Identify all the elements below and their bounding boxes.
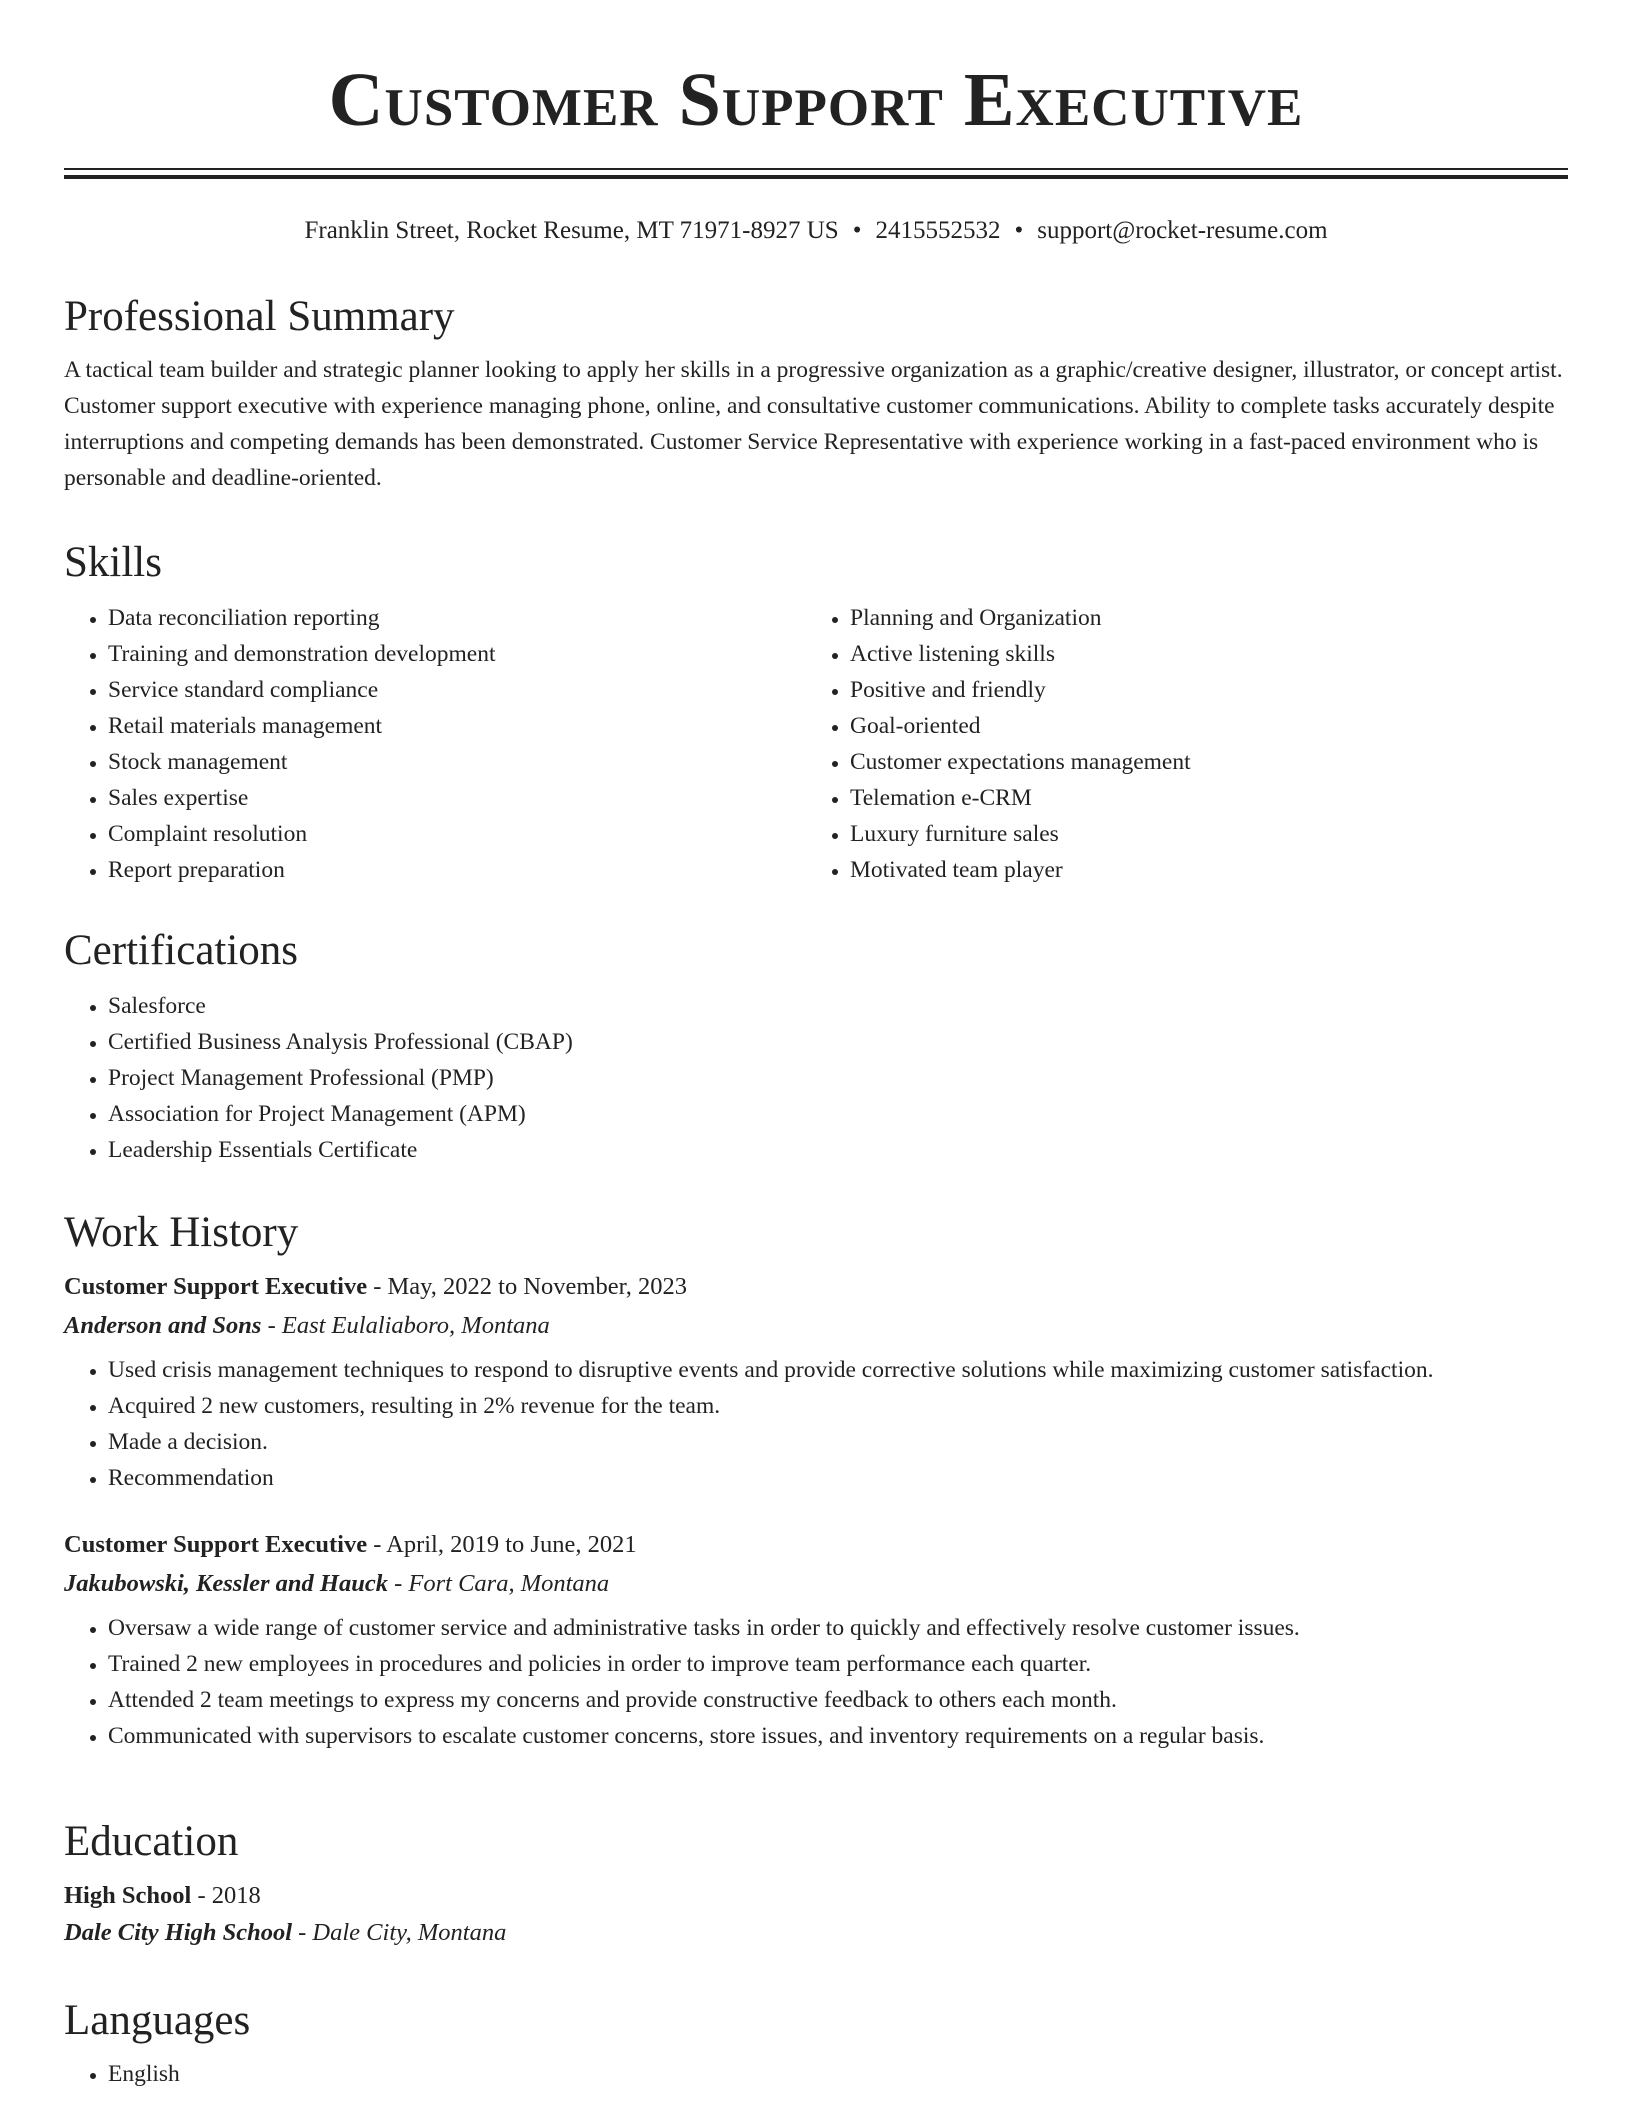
list-item: • Customer expectations management (850, 744, 1548, 780)
list-item: • Planning and Organization (850, 600, 1548, 636)
contact-separator: • (852, 217, 862, 244)
list-item: • Association for Project Management (APM) (108, 1096, 1568, 1132)
list-item: • Retail materials management (108, 708, 806, 744)
certifications-list (64, 988, 1568, 1168)
education-year: - 2018 (197, 1882, 261, 1909)
job-title: Customer Support Executive (64, 1273, 368, 1300)
resume-title: Customer Support Executive (328, 58, 1304, 142)
job-entry (64, 1268, 1568, 1496)
list-item: • Telemation e-CRM (850, 780, 1548, 816)
education-section (64, 1817, 1568, 1951)
job-company-line (64, 1306, 1568, 1346)
list-item: • Motivated team player (850, 852, 1548, 888)
list-item: • Made a decision. (108, 1424, 1568, 1460)
contact-email: support@rocket-resume.com (1037, 217, 1328, 244)
skills-list-right (806, 600, 1548, 888)
languages-heading: Languages (64, 1997, 251, 2044)
languages-list (64, 2056, 1568, 2092)
contact-address: Franklin Street, Rocket Resume, MT 71971-8927 US (304, 217, 839, 244)
list-item: • Recommendation (108, 1460, 1568, 1496)
contact-line (64, 215, 1568, 247)
job-company: Jakubowski, Kessler and Hauck (64, 1570, 388, 1597)
job-company-line (64, 1564, 1568, 1604)
education-degree: High School (64, 1882, 192, 1909)
list-item: • Service standard compliance (108, 672, 806, 708)
job-location: - Fort Cara, Montana (394, 1570, 610, 1597)
contact-separator: • (1014, 217, 1024, 244)
languages-section (64, 1996, 1568, 2092)
list-item: • Training and demonstration development (108, 636, 806, 672)
certifications-heading: Certifications (64, 927, 299, 974)
list-item: • Acquired 2 new customers, resulting in 2% revenue for the team. (108, 1388, 1568, 1424)
job-title: Customer Support Executive (64, 1531, 368, 1558)
list-item: • Communicated with supervisors to escalate customer concerns, store issues, and inventory requirements on a regular basis. (108, 1718, 1568, 1754)
summary-heading: Professional Summary (64, 293, 455, 340)
skills-section (64, 538, 1568, 888)
title-rule-thin (64, 168, 1568, 170)
summary-text: A tactical team builder and strategic planner looking to apply her skills in a progressive organization as a graphic/creative designer, illustrator, or concept artist. Customer support executive with experience managing phone, online, and consultative customer communications. Ability to complete tasks accurately despite interruptions and competing demands has been demonstrated. Customer Service Representative with experience working in a fast-paced environment who is personable and deadline-oriented. (64, 357, 1563, 491)
list-item: • Sales expertise (108, 780, 806, 816)
job-bullets (64, 1352, 1568, 1496)
education-location: - Dale City, Montana (298, 1919, 507, 1946)
job-location: - East Eulaliaboro, Montana (267, 1312, 550, 1339)
certifications-section (64, 926, 1568, 1168)
job-dates: - May, 2022 to November, 2023 (373, 1273, 688, 1300)
education-school: Dale City High School (64, 1919, 293, 1946)
education-heading: Education (64, 1818, 239, 1865)
contact-phone: 2415552532 (875, 217, 1001, 244)
work-history-section (64, 1208, 1568, 1754)
education-degree-line (64, 1877, 1568, 1915)
summary-section (64, 292, 1568, 496)
list-item: • Complaint resolution (108, 816, 806, 852)
list-item: • Active listening skills (850, 636, 1548, 672)
list-item: • Oversaw a wide range of customer service and administrative tasks in order to quickly and effectively resolve customer issues. (108, 1610, 1568, 1646)
list-item: • Luxury furniture sales (850, 816, 1548, 852)
job-bullets (64, 1610, 1568, 1754)
job-company: Anderson and Sons (64, 1312, 262, 1339)
list-item: • Data reconciliation reporting (108, 600, 806, 636)
list-item: • Certified Business Analysis Professional (CBAP) (108, 1024, 1568, 1060)
list-item: • Used crisis management techniques to respond to disruptive events and provide corrective solutions while maximizing customer satisfaction. (108, 1352, 1568, 1388)
skills-columns (64, 600, 1568, 888)
list-item: • Attended 2 team meetings to express my concerns and provide constructive feedback to others each month. (108, 1682, 1568, 1718)
list-item: • Report preparation (108, 852, 806, 888)
list-item: • Trained 2 new employees in procedures and policies in order to improve team performance each quarter. (108, 1646, 1568, 1682)
list-item: • Goal-oriented (850, 708, 1548, 744)
education-school-line (64, 1915, 1568, 1951)
list-item: • Leadership Essentials Certificate (108, 1132, 1568, 1168)
title-rule-thick (64, 175, 1568, 179)
job-entry (64, 1526, 1568, 1754)
list-item: • Project Management Professional (PMP) (108, 1060, 1568, 1096)
skills-list-left (64, 600, 806, 888)
job-title-line (64, 1268, 1568, 1306)
job-title-line (64, 1526, 1568, 1564)
list-item: • English (108, 2056, 1568, 2092)
list-item: • Stock management (108, 744, 806, 780)
work-history-heading: Work History (64, 1209, 299, 1256)
list-item: • Positive and friendly (850, 672, 1548, 708)
job-dates: - April, 2019 to June, 2021 (373, 1531, 637, 1558)
skills-heading: Skills (64, 539, 162, 586)
list-item: • Salesforce (108, 988, 1568, 1024)
